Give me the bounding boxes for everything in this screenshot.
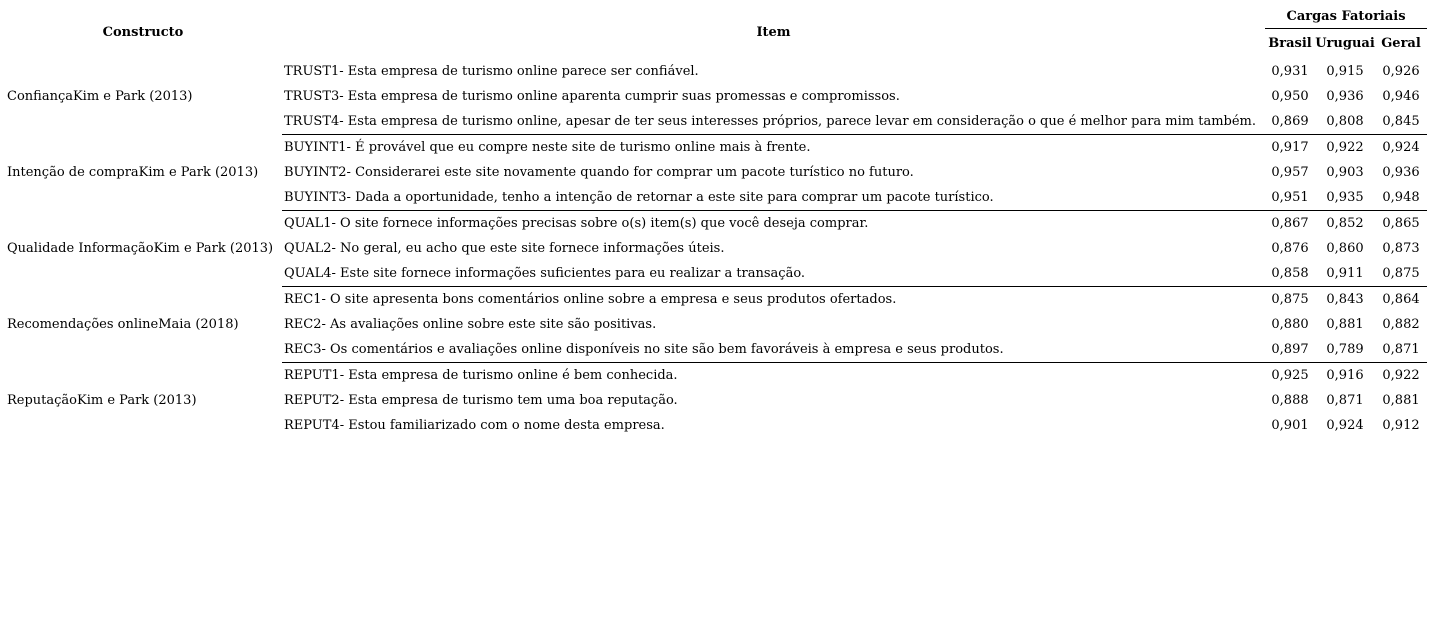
item-cell: REPUT2- Esta empresa de turismo tem uma boa reputação. <box>284 393 678 408</box>
uruguai-loading-cell: 0,936 <box>1326 89 1364 104</box>
item-cell: TRUST3- Esta empresa de turismo online aparenta cumprir suas promessas e compromissos. <box>284 89 900 104</box>
uruguai-loading-cell: 0,911 <box>1315 261 1375 287</box>
geral-loading-cell: 0,875 <box>1375 261 1427 287</box>
uruguai-loading-cell: 0,789 <box>1315 337 1375 363</box>
geral-loading-cell: 0,873 <box>1382 241 1420 256</box>
geral-loading-cell: 0,881 <box>1382 393 1420 408</box>
brasil-loading-cell: 0,897 <box>1265 337 1315 363</box>
construct-cell: Qualidade InformaçãoKim e Park (2013) <box>7 241 274 256</box>
geral-loading-cell: 0,922 <box>1382 368 1420 383</box>
uruguai-loading-cell: 0,843 <box>1326 292 1364 307</box>
item-cell: BUYINT3- Dada a oportunidade, tenho a intenção de retornar a este site para comprar um pacote turístico. <box>282 185 1265 211</box>
table-row <box>4 211 1427 237</box>
brasil-loading-cell: 0,888 <box>1271 393 1309 408</box>
geral-loading-cell: 0,948 <box>1375 185 1427 211</box>
brasil-loading-cell: 0,869 <box>1265 109 1315 135</box>
brasil-loading-cell: 0,858 <box>1265 261 1315 287</box>
item-cell: BUYINT1- É provável que eu compre neste site de turismo online mais à frente. <box>284 140 811 155</box>
brasil-loading-cell: 0,925 <box>1271 368 1309 383</box>
uruguai-loading-cell: 0,916 <box>1326 368 1364 383</box>
uruguai-loading-cell: 0,871 <box>1326 393 1364 408</box>
table-row <box>4 363 1427 389</box>
item-cell: REC2- As avaliações online sobre este site são positivas. <box>284 317 657 332</box>
brasil-loading-cell: 0,867 <box>1271 216 1309 231</box>
header-brasil: Brasil <box>1268 36 1312 51</box>
geral-loading-cell: 0,864 <box>1382 292 1420 307</box>
item-cell: QUAL2- No geral, eu acho que este site fornece informações úteis. <box>284 241 725 256</box>
geral-loading-cell: 0,882 <box>1382 317 1420 332</box>
construct-cell: ConfiançaKim e Park (2013) <box>7 89 193 105</box>
uruguai-loading-cell: 0,922 <box>1326 140 1364 155</box>
geral-loading-cell: 0,926 <box>1382 64 1420 79</box>
uruguai-loading-cell: 0,915 <box>1326 64 1364 79</box>
header-construct: Constructo <box>102 24 184 40</box>
header-uruguai: Uruguai <box>1315 36 1375 51</box>
item-cell: QUAL1- O site fornece informações precisas sobre o(s) item(s) que você deseja comprar. <box>284 216 869 231</box>
item-cell: REC1- O site apresenta bons comentários online sobre a empresa e seus produtos ofertados. <box>284 292 897 307</box>
item-cell: REC3- Os comentários e avaliações online disponíveis no site são bem favoráveis à empresa e seus produtos. <box>282 337 1265 363</box>
construct-cell: ReputaçãoKim e Park (2013) <box>7 392 197 408</box>
brasil-loading-cell: 0,880 <box>1271 317 1309 332</box>
uruguai-loading-cell: 0,852 <box>1326 216 1364 231</box>
item-cell: QUAL4- Este site fornece informações suficientes para eu realizar a transação. <box>282 261 1265 287</box>
header-geral: Geral <box>1381 36 1421 51</box>
construct-cell: Intenção de compraKim e Park (2013) <box>7 165 259 180</box>
header-item: Item <box>756 24 791 40</box>
brasil-loading-cell: 0,951 <box>1265 185 1315 211</box>
construct-cell: Recomendações onlineMaia (2018) <box>7 317 239 332</box>
uruguai-loading-cell: 0,860 <box>1326 241 1364 256</box>
table-row <box>4 287 1427 313</box>
brasil-loading-cell: 0,917 <box>1271 140 1309 155</box>
brasil-loading-cell: 0,931 <box>1271 64 1309 79</box>
brasil-loading-cell: 0,957 <box>1271 165 1309 180</box>
uruguai-loading-cell: 0,881 <box>1326 317 1364 332</box>
geral-loading-cell: 0,936 <box>1382 165 1420 180</box>
table-row <box>4 135 1427 161</box>
brasil-loading-cell: 0,875 <box>1271 292 1309 307</box>
geral-loading-cell: 0,924 <box>1382 140 1420 155</box>
table-body <box>4 59 1427 438</box>
brasil-loading-cell: 0,876 <box>1271 241 1309 256</box>
factor-loadings-table <box>4 6 1427 438</box>
geral-loading-cell: 0,946 <box>1382 89 1420 104</box>
uruguai-loading-cell: 0,924 <box>1326 418 1364 433</box>
item-cell: REPUT1- Esta empresa de turismo online é bem conhecida. <box>284 368 678 383</box>
factor-loadings-table-container <box>4 6 1427 438</box>
header-factor-loadings: Cargas Fatoriais <box>1265 6 1427 29</box>
item-cell: TRUST1- Esta empresa de turismo online parece ser confiável. <box>284 64 699 79</box>
geral-loading-cell: 0,845 <box>1375 109 1427 135</box>
brasil-loading-cell: 0,901 <box>1271 418 1309 433</box>
geral-loading-cell: 0,865 <box>1382 216 1420 231</box>
geral-loading-cell: 0,871 <box>1375 337 1427 363</box>
item-cell: REPUT4- Estou familiarizado com o nome desta empresa. <box>284 418 665 433</box>
uruguai-loading-cell: 0,808 <box>1315 109 1375 135</box>
item-cell: BUYINT2- Considerarei este site novamente quando for comprar um pacote turístico no futuro. <box>284 165 914 180</box>
geral-loading-cell: 0,912 <box>1382 418 1420 433</box>
uruguai-loading-cell: 0,935 <box>1315 185 1375 211</box>
table-row <box>4 59 1427 84</box>
brasil-loading-cell: 0,950 <box>1271 89 1309 104</box>
item-cell: TRUST4- Esta empresa de turismo online, apesar de ter seus interesses próprios, parece levar em consideração o que é melhor para mim também. <box>282 109 1265 135</box>
uruguai-loading-cell: 0,903 <box>1326 165 1364 180</box>
